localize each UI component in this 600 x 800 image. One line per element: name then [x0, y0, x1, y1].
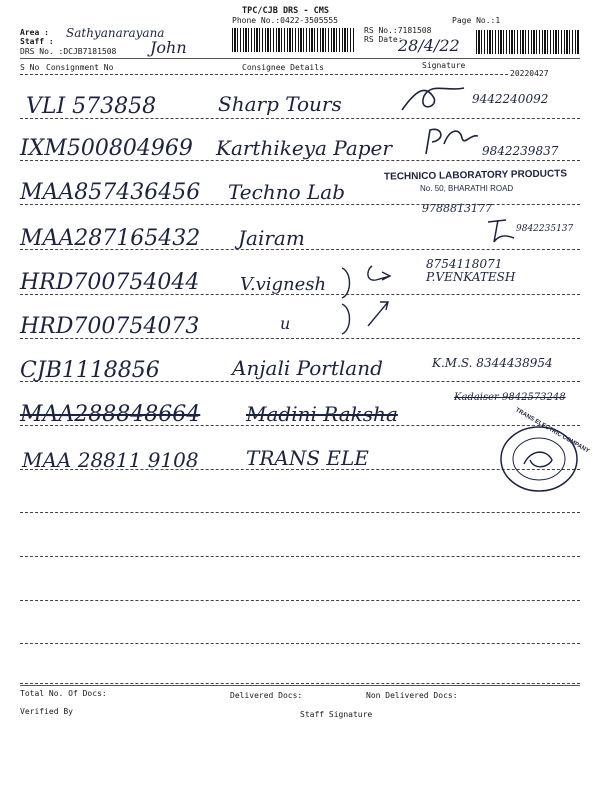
- row-line-11: [20, 556, 580, 557]
- staff-name-handwritten: Sathyanarayana: [66, 26, 165, 40]
- company-stamp-line2: No. 50, BHARATHI ROAD: [420, 184, 514, 193]
- header-dashed-rule: [20, 74, 508, 75]
- consignment-no: MAA857436456: [20, 180, 201, 205]
- company-seal-text: TRANS ELECTRIC COMPANY: [514, 407, 591, 455]
- consignee-name: Techno Lab: [228, 180, 345, 204]
- consignment-no: MAA 28811 9108: [22, 448, 199, 472]
- staff-signature-label: Staff Signature: [300, 710, 373, 719]
- col-consignee: Consignee Details: [242, 63, 324, 72]
- phone-number: Phone No.:0422-3505555: [232, 16, 338, 25]
- signature-phone: 8754118071 P.VENKATESH: [426, 257, 516, 284]
- non-delivered-docs-label: Non Delivered Docs:: [366, 691, 458, 700]
- verified-by-label: Verified By: [20, 707, 73, 716]
- staff-name-handwritten-2: John: [150, 38, 187, 57]
- signature-phone: 9842239837: [482, 144, 559, 158]
- consignee-name: Sharp Tours: [218, 92, 342, 116]
- col-consignment: Consignment No: [46, 63, 114, 72]
- consignment-no: HRD700754044: [20, 270, 200, 295]
- rs-date-label: RS Date:: [364, 35, 403, 44]
- total-docs-label: Total No. Of Docs:: [20, 689, 107, 698]
- consignee-name: u: [280, 314, 291, 333]
- col-sno: S No: [20, 63, 40, 72]
- page-number: Page No.:1: [452, 16, 501, 25]
- row-line-14: [20, 683, 580, 684]
- footer-rule: [20, 685, 580, 686]
- company-stamp-line1: TECHNICO LABORATORY PRODUCTS: [383, 168, 568, 183]
- rs-date-value: 28/4/22: [398, 36, 460, 55]
- rs-number: RS No.:7181508: [364, 26, 432, 35]
- signature-scribble: [398, 80, 468, 116]
- date-code: 20220427: [510, 69, 549, 78]
- col-signature: Signature: [422, 61, 466, 70]
- consignee-name: Anjali Portland: [232, 356, 383, 380]
- barcode-page: [476, 30, 580, 54]
- ditto-arrow-icon: [336, 262, 430, 340]
- row-line-10: [20, 512, 580, 513]
- drs-number: DRS No. :DCJB7181508: [20, 47, 117, 56]
- row-line-13: [20, 643, 580, 644]
- consignment-no: MAA287165432: [20, 226, 201, 251]
- consignee-name: TRANS ELE: [246, 446, 369, 470]
- document-title: TPC/CJB DRS - CMS: [242, 6, 329, 16]
- consignment-no: CJB1118856: [20, 358, 160, 383]
- signature-phone: 9442240092: [472, 92, 549, 106]
- signature-scribble: [484, 216, 520, 246]
- delivered-docs-label: Delivered Docs:: [230, 691, 303, 700]
- signature-phone: 9842235137: [516, 224, 574, 234]
- signature-phone: K.M.S. 8344438954: [432, 356, 553, 370]
- consignee-name: Karthikeya Paper: [216, 136, 392, 160]
- area-label: Area :: [20, 28, 49, 37]
- signature-phone: Kadaiser 9842573248: [454, 392, 566, 403]
- header-rule: [20, 58, 580, 59]
- consignee-name: Jairam: [238, 226, 305, 250]
- consignment-no: VLI 573858: [26, 94, 157, 119]
- company-seal-stamp: [494, 424, 584, 494]
- consignee-name: Madini Raksha: [246, 402, 398, 426]
- signature-phone: 9788813177: [422, 202, 492, 215]
- row-line-12: [20, 600, 580, 601]
- consignment-no: MAA288848664: [20, 402, 201, 427]
- consignee-name: V.vignesh: [240, 274, 327, 295]
- staff-label: Staff :: [20, 37, 54, 46]
- signature-scribble: [420, 124, 480, 158]
- consignment-no: HRD700754073: [20, 314, 200, 339]
- barcode-rs: [232, 28, 354, 52]
- consignment-no: IXM500804969: [20, 136, 193, 161]
